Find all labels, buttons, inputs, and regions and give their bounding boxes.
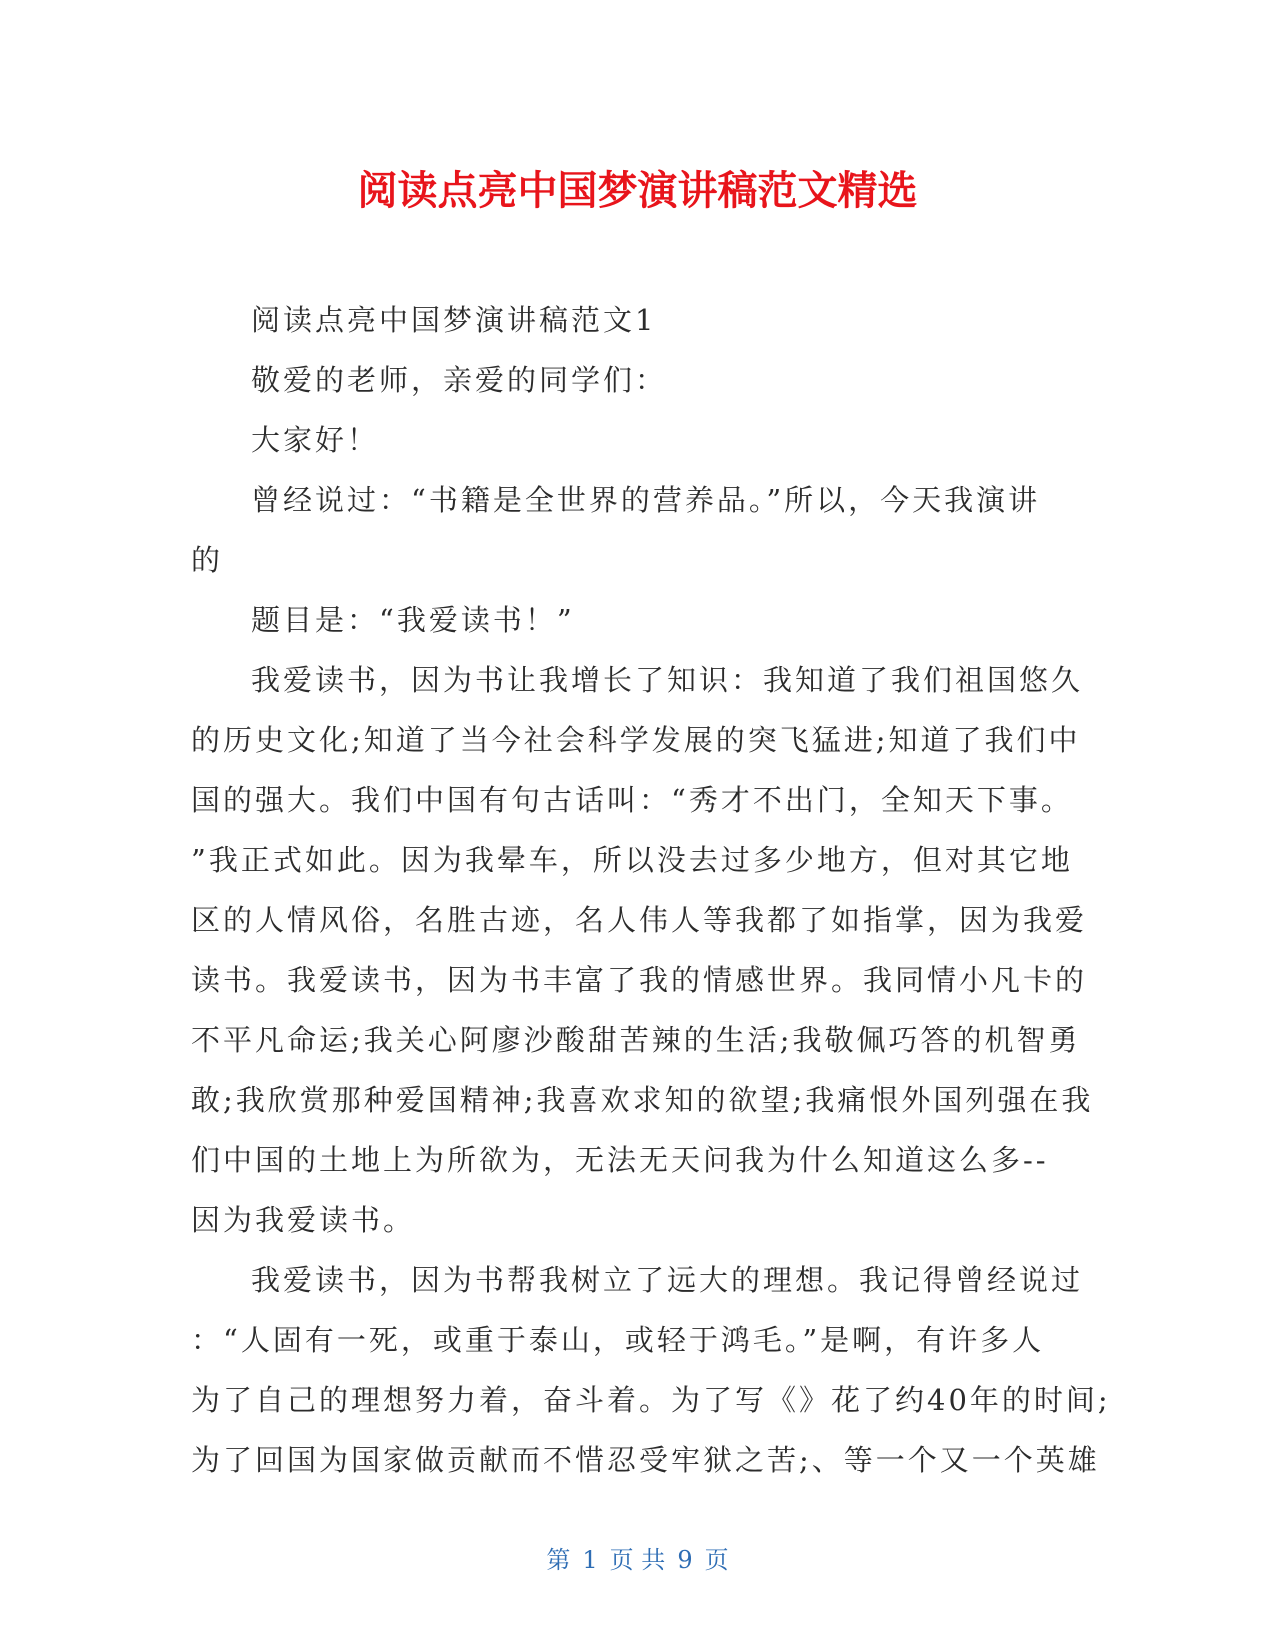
paragraph-line: ”我正式如此。因为我晕车，所以没去过多少地方，但对其它地 <box>191 843 1073 877</box>
paragraph-line: 区的人情风俗，名胜古迹，名人伟人等我都了如指掌，因为我爱 <box>191 903 1088 937</box>
document-body <box>191 290 1111 1490</box>
total-pages-number: 9 <box>677 1546 693 1574</box>
page-label-prefix: 第 <box>546 1546 571 1574</box>
paragraph-line: 们中国的土地上为所欲为，无法无天问我为什么知道这么多-- <box>191 1143 1049 1177</box>
paragraph-line: 为了自己的理想努力着，奋斗着。为了写《》花了约40年的时间; <box>191 1383 1111 1417</box>
paragraph-line: ：“人固有一死，或重于泰山，或轻于鸿毛。”是啊，有许多人 <box>191 1323 1045 1357</box>
paragraph-line: 为了回国为国家做贡献而不惜忍受牢狱之苦;、等一个又一个英雄 <box>191 1443 1100 1477</box>
paragraph-line: 敬爱的老师，亲爱的同学们： <box>251 363 668 397</box>
current-page-number: 1 <box>582 1546 598 1574</box>
page-label-mid: 页 共 <box>609 1546 666 1574</box>
paragraph-line: 大家好！ <box>251 423 380 457</box>
paragraph-line: 我爱读书，因为书让我增长了知识：我知道了我们祖国悠久 <box>251 663 1084 697</box>
paragraph-line: 因为我爱读书。 <box>191 1203 416 1237</box>
paragraph-line: 读书。我爱读书，因为书丰富了我的情感世界。我同情小凡卡的 <box>191 963 1088 997</box>
page-footer <box>0 1543 1275 1577</box>
paragraph-line: 的历史文化;知道了当今社会科学发展的突飞猛进;知道了我们中 <box>191 723 1081 757</box>
paragraph-line: 国的强大。我们中国有句古话叫：“秀才不出门，全知天下事。 <box>191 783 1073 817</box>
paragraph-line: 阅读点亮中国梦演讲稿范文1 <box>251 303 657 337</box>
paragraph-line: 我爱读书，因为书帮我树立了远大的理想。我记得曾经说过 <box>251 1263 1084 1297</box>
page-label-suffix: 页 <box>704 1546 729 1574</box>
paragraph-line: 曾经说过：“书籍是全世界的营养品。”所以，今天我演讲 <box>251 483 1041 517</box>
document-title: 阅读点亮中国梦演讲稿范文精选 <box>357 168 918 214</box>
paragraph-line: 的 <box>191 543 224 577</box>
paragraph-line: 不平凡命运;我关心阿廖沙酸甜苦辣的生活;我敬佩巧答的机智勇 <box>191 1023 1081 1057</box>
paragraph-line: 敢;我欣赏那种爱国精神;我喜欢求知的欲望;我痛恨外国列强在我 <box>191 1083 1094 1117</box>
paragraph-line: 题目是：“我爱读书！” <box>251 603 575 637</box>
